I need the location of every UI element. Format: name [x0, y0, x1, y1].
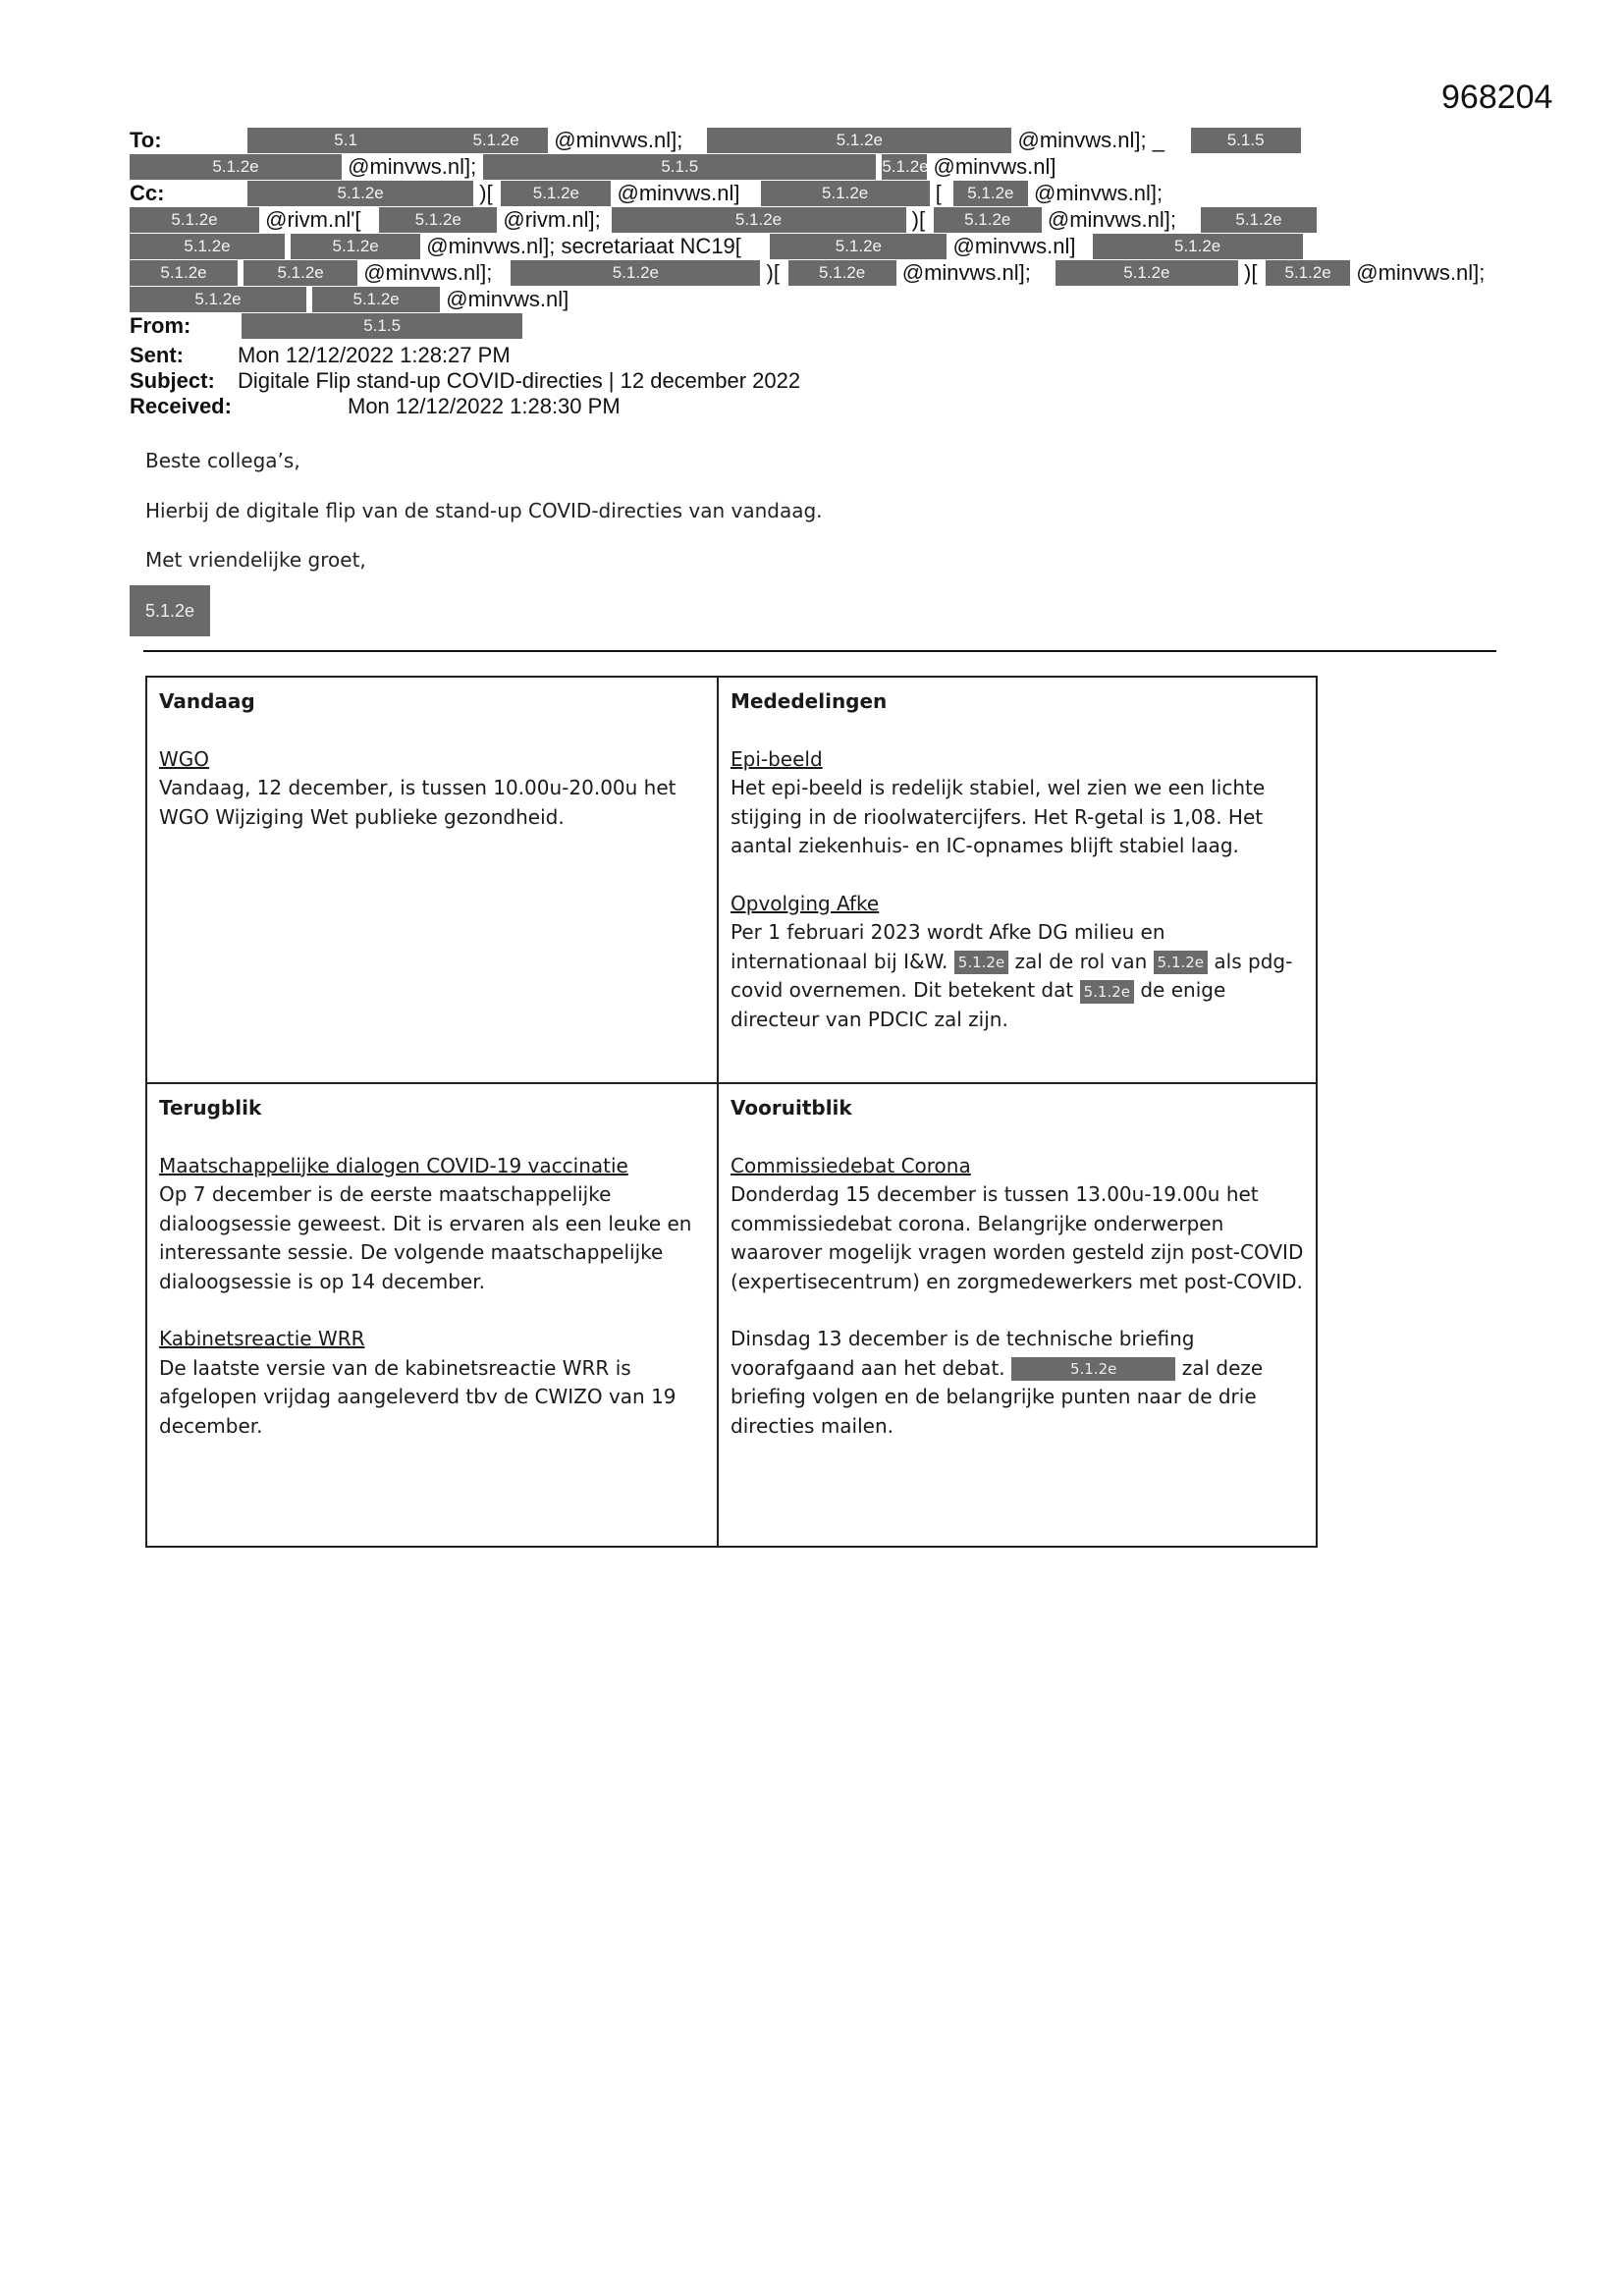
redaction: 5.1.2e [707, 128, 1011, 153]
redaction: 5.1.2e [130, 287, 306, 312]
redaction: 5.1.5 [483, 154, 876, 180]
section-title: Terugblik [159, 1096, 262, 1120]
redaction: 5.1.2e [1056, 260, 1238, 286]
redaction: 5.1.2e [511, 260, 760, 286]
cell-vandaag [146, 677, 718, 1083]
cc-line-2 [130, 207, 1317, 234]
paragraph: Donderdag 15 december is tussen 13.00u-19.00u het commissiedebat corona. Belangrijke onderwerpen waarover mogelijk vragen worden gesteld zijn post-COVID (expertisecentrum) en zorgmedewerkers met post-COVID. [731, 1182, 1304, 1293]
paragraph [731, 918, 1304, 1034]
subject-line [130, 368, 800, 394]
subsection-title: Epi-beeld [731, 746, 823, 771]
redaction: 5.1.2e [130, 207, 259, 233]
section-title: Mededelingen [731, 689, 888, 713]
email-domain: @minvws.nl]; [901, 260, 1031, 285]
to-label: To: [130, 128, 162, 152]
redaction: 5.1.2e [379, 207, 497, 233]
email-domain: @minvws.nl] [952, 234, 1076, 258]
sent-line [130, 343, 511, 368]
separator: )[ [911, 207, 926, 232]
separator: [ [935, 181, 942, 205]
subsection-title: Commissiedebat Corona [731, 1153, 971, 1177]
email-domain: @minvws.nl]; [348, 154, 477, 179]
redaction: 5.1 [247, 128, 444, 153]
redaction: 5.1.2e [247, 181, 473, 206]
from-line [130, 313, 522, 340]
redaction: 5.1.2e [770, 234, 947, 259]
redaction: 5.1.5 [1191, 128, 1301, 153]
redaction: 5.1.2e [1080, 980, 1134, 1004]
redaction: 5.1.2e [130, 234, 285, 259]
cc-line-5 [130, 287, 583, 313]
cell-vooruitblik [718, 1083, 1317, 1547]
paragraph [731, 1325, 1304, 1441]
paragraph: Het epi-beeld is redelijk stabiel, wel zien we een lichte stijging in de rioolwatercijfers. Het R-getal is 1,08. Het aantal ziekenhuis- en IC-opnames blijft stabiel laag. [731, 776, 1266, 857]
email-domain: @minvws.nl]; secretariaat NC19[ [426, 234, 741, 258]
cell-terugblik [146, 1083, 718, 1547]
divider [143, 650, 1496, 652]
redaction: 5.1.2e [130, 154, 342, 180]
redaction: 5.1.2e [444, 128, 548, 153]
redaction: 5.1.2e [1093, 234, 1303, 259]
email-domain: @minvws.nl] [933, 154, 1056, 179]
cc-line-4 [130, 260, 1503, 287]
cc-label: Cc: [130, 181, 165, 205]
redaction: 5.1.2e [788, 260, 896, 286]
sent-label: Sent: [130, 343, 184, 367]
greeting: Beste collega’s, [145, 449, 300, 472]
email-domain: @minvws.nl]; [1034, 181, 1164, 205]
email-domain: @minvws.nl]; [1356, 260, 1486, 285]
redaction: 5.1.2e [954, 951, 1008, 974]
section-title: Vooruitblik [731, 1096, 852, 1120]
redaction: 5.1.2e [761, 181, 930, 206]
document-number: 968204 [1441, 79, 1553, 116]
redaction: 5.1.2e [1011, 1357, 1175, 1381]
subject-value: Digitale Flip stand-up COVID-directies | 12 december 2022 [238, 368, 801, 393]
flip-table [145, 676, 1318, 1548]
email-domain: @rivm.nl'[ [265, 207, 361, 232]
redaction: 5.1.2e [291, 234, 420, 259]
text-span: zal deze briefing volgen en de belangrijke punten naar de drie directies mailen. [731, 1355, 1264, 1438]
to-line-2 [130, 154, 1061, 181]
separator: )[ [766, 260, 780, 285]
text-span: de enige directeur van PDCIC zal zijn. [731, 978, 1226, 1031]
redaction: 5.1.2e [312, 287, 440, 312]
received-label: Received: [130, 394, 232, 418]
paragraph: De laatste versie van de kabinetsreactie WRR is afgelopen vrijdag aangeleverd tbv de CWIZO van 19 december. [159, 1355, 677, 1438]
subsection-title: Opvolging Afke [731, 891, 880, 915]
cell-mededelingen [718, 677, 1317, 1083]
section-title: Vandaag [159, 689, 255, 713]
text-span: Per 1 februari 2023 wordt Afke DG milieu en internationaal bij I&W. [731, 920, 1165, 973]
received-value: Mon 12/12/2022 1:28:30 PM [348, 394, 621, 418]
separator: )[ [479, 181, 493, 205]
text-span: zal de rol van [1014, 949, 1148, 973]
separator: )[ [1244, 260, 1258, 285]
signature-redaction: 5.1.2e [130, 585, 210, 636]
email-domain: @minvws.nl] [617, 181, 740, 205]
email-domain: @minvws.nl]; [1047, 207, 1177, 232]
email-domain: @minvws.nl]; _ [1017, 128, 1164, 152]
from-label: From: [130, 313, 191, 338]
cc-line-1 [130, 181, 1181, 207]
redaction: 5.1.2e [1154, 951, 1208, 974]
redaction: 5.1.2e [1201, 207, 1317, 233]
subsection-title: Maatschappelijke dialogen COVID-19 vaccinatie [159, 1153, 628, 1177]
subsection-title: WGO [159, 746, 210, 771]
received-line [130, 394, 621, 419]
redaction: 5.1.2e [934, 207, 1042, 233]
subject-label: Subject: [130, 368, 215, 393]
email-domain: @minvws.nl]; [554, 128, 683, 152]
text-span: als pdg-covid overnemen. Dit betekent dat [731, 949, 1293, 1002]
intro-text: Hierbij de digitale flip van de stand-up COVID-directies van vandaag. [145, 499, 823, 522]
redaction: 5.1.2e [244, 260, 357, 286]
cc-line-3 [130, 234, 1303, 260]
closing: Met vriendelijke groet, [145, 548, 366, 572]
to-line-1 [130, 128, 1301, 154]
redaction: 5.1.2e [501, 181, 611, 206]
email-domain: @minvws.nl]; [363, 260, 493, 285]
redaction: 5.1.2e [1266, 260, 1350, 286]
redaction: 5.1.5 [242, 313, 522, 339]
paragraph: Vandaag, 12 december, is tussen 10.00u-20.00u het WGO Wijziging Wet publieke gezondheid. [159, 776, 677, 829]
redaction: 5.1.2e [612, 207, 906, 233]
redaction: 5.1.2e [953, 181, 1028, 206]
email-domain: @minvws.nl] [446, 287, 569, 311]
paragraph: Op 7 december is de eerste maatschappelijke dialoogsessie geweest. Dit is ervaren als een leuke en interessante sessie. De volgende maatschappelijke dialoogsessie is op 14 december. [159, 1182, 692, 1293]
subsection-title: Kabinetsreactie WRR [159, 1327, 365, 1350]
redaction: 5.1.2e [882, 154, 927, 180]
text-span: Dinsdag 13 december is de technische briefing voorafgaand aan het debat. [731, 1327, 1195, 1380]
redaction: 5.1.2e [130, 260, 238, 286]
sent-value: Mon 12/12/2022 1:28:27 PM [238, 343, 511, 367]
email-domain: @rivm.nl]; [503, 207, 601, 232]
